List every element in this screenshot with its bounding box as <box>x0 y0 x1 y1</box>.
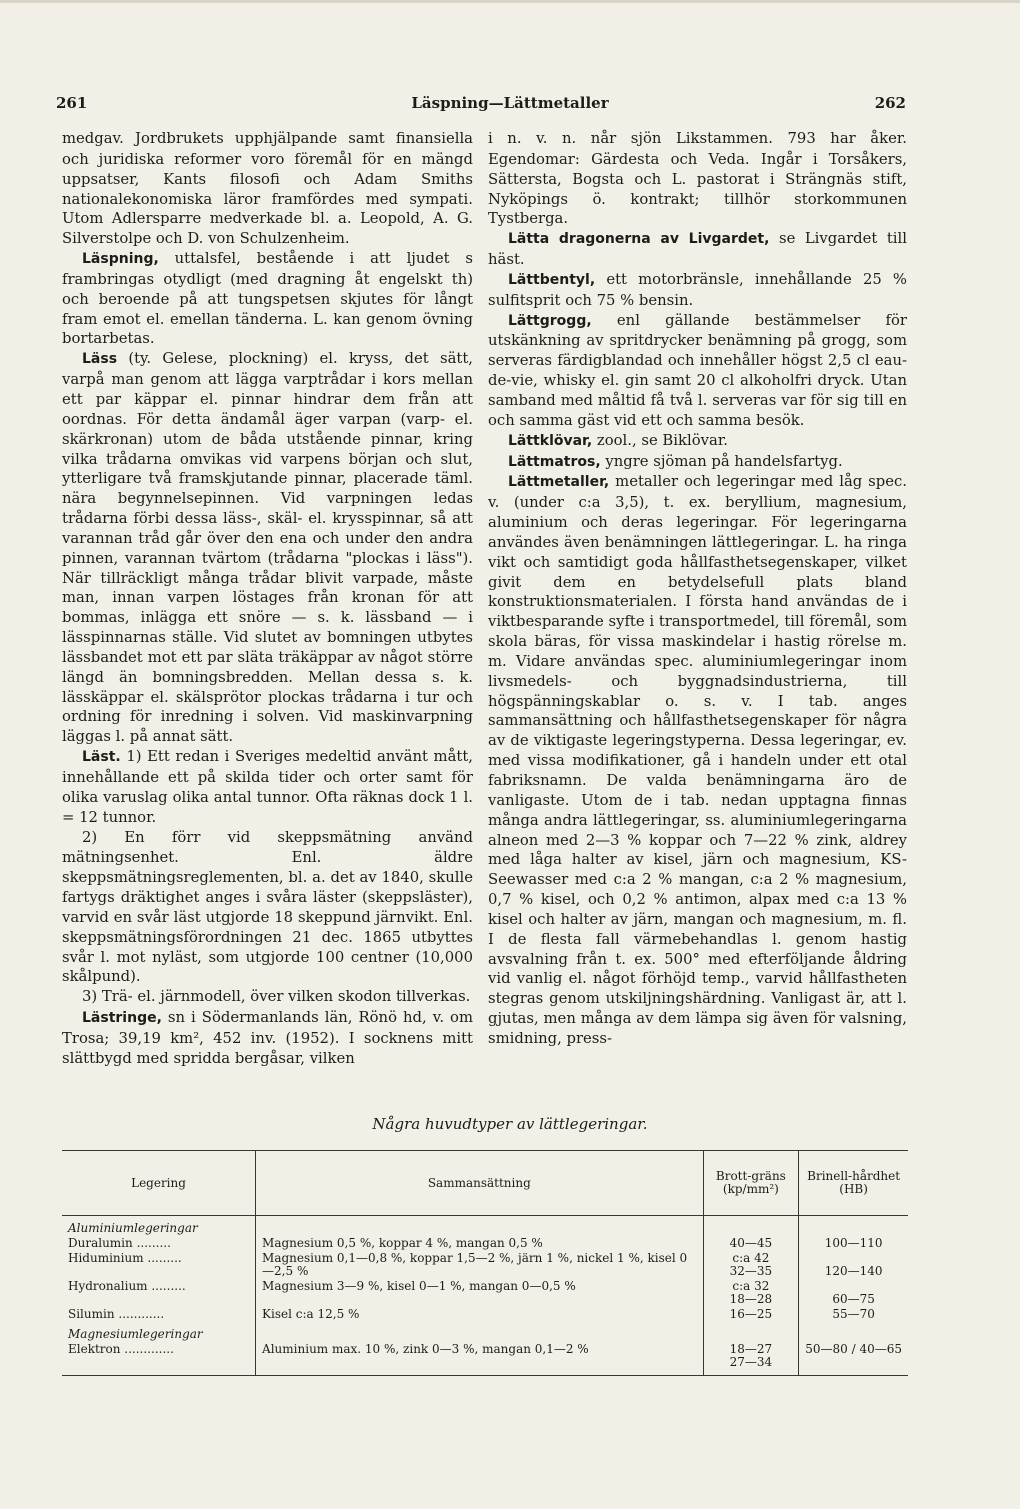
alloy-name: Duralumin ......... <box>68 1236 171 1250</box>
table-row <box>62 1307 908 1322</box>
alloy-composition: Aluminium max. 10 %, zink 0—3 %, mangan 0,1—2 % <box>256 1342 703 1376</box>
headword: Lättbentyl, <box>508 271 596 288</box>
entry-lass: Läss (ty. Gelese, plockning) el. kryss, det sätt, varpå man genom att lägga varptrådar i kors mellan ett par käppar el. pinnar hindrar dem från att oordnas. För detta ändamål äger varpan (varp- el. skärkronan) utom de båda utstående pinnar, kring vilka trådarna omvikas vid varpens början och slut, ytterligare två framskjutande pinnar, placerade täml. nära begynnelsepinnen. Vid varpningen ledas trådarna förbi dessa läss-, skäl- el. krysspinnar, så att varannan tråd går över den ena och under den andra pinnen, varannan tvärtom (trådarna "plockas i läss"). När tillräckligt många trådar blivit varpade, måste man, innan varpen löstages från kronan för att bommas, inlägga ett snöre — s. k. lässband — i lässpinnarnas ställe. Vid slutet av bomningen utbytes lässbandet mot ett par släta träkäppar av något större längd än bomningsbredden. Mellan dessa s. k. lässkäppar el. skälsprötor plockas trådarna i tur och ordning för inredning i solven. Vid maskinvarpning läggas l. på annat sätt. <box>62 350 473 746</box>
alloy-table <box>62 1150 908 1376</box>
alloy-name: Hydronalium ......... <box>68 1279 186 1293</box>
headword: Läst. <box>82 749 121 766</box>
alloy-name: Hiduminium ......... <box>68 1251 182 1265</box>
entry-laspning: Läspning, uttalsfel, bestående i att ljudet s frambringas otydligt (med dragning åt engelskt th) och beroende på att tungspetsen skjutes för långt fram emot el. emellan tänderna. L. kan genom övning bortarbetas. <box>62 250 473 348</box>
column-header-alloy: Legering <box>62 1151 256 1216</box>
group-label: Aluminiumlegeringar <box>68 1221 198 1235</box>
entry-lattklovar: Lättklövar, zool., se Biklövar. <box>508 431 728 449</box>
table-row <box>62 1236 908 1251</box>
entry-paragraph: medgav. Jordbrukets upphjälpande samt finansiella och juridiska reformer voro föremål för en mängd uppsatser, Kants filosofi och Adam Smiths nationalekonomiska läror framfördes med sympati. Utom Adlersparre medverkade bl. a. Leopold, A. G. Silverstolpe och D. von Schulzenheim. <box>62 130 473 248</box>
group-label: Magnesiumlegeringar <box>68 1327 203 1341</box>
headword: Lättmatros, <box>508 453 601 470</box>
entry-lattgrogg: Lättgrogg, enl gällande bestämmelser för utskänkning av spritdrycker benämning på grogg, som serveras färdigblandad och innehåller högst 2,5 cl eau-de-vie, whisky el. gin samt 20 cl alkoholfri dryck. Utan samband med måltid få två l. serveras var för sig till en och samma gäst vid ett och samma besök. <box>488 311 907 429</box>
headword: Lätta dragonerna av Livgardet, <box>508 231 770 248</box>
entry-paragraph: i n. v. n. når sjön Likstammen. 793 har åker. Egendomar: Gärdesta och Veda. Ingår i Torsåkers, Sättersta, Bogsta och L. pastorat i Strängnäs stift, Nyköpings ö. kontrakt; tillhör storkommunen Tystberga. <box>488 130 907 228</box>
headword: Läspning, <box>82 251 159 268</box>
entry-last: Läst. 1) Ett redan i Sveriges medeltid använt mått, innehållande ett på skilda tider och orter samt för olika varuslag olika antal tunnor. Ofta räknas dock 1 l. = 12 tunnor. <box>62 748 473 826</box>
column-header-hardness: Brinell-hårdhet (HB) <box>799 1151 908 1216</box>
alloy-strength: 16—25 <box>703 1307 799 1322</box>
entry-lattmetaller: Lättmetaller, metaller och legeringar med låg spec. v. (under c:a 3,5), t. ex. beryllium, magnesium, aluminium och deras legeringar. För legeringarna användes även benämningen lättlegeringar. L. ha ringa vikt och samtidigt goda hållfasthetsegenskaper, vilket givit dem en betydelsefull plats bland konstruktionsmaterialen. I första hand användas de i viktbesparande syfte i transportmedel, till föremål, som skola bäras, för vissa maskindelar i hastig rörelse m. m. Vidare användas spec. aluminiumlegeringar inom livsmedels- och byggnadsindustrierna, till högspänningskablar o. s. v. I tab. anges sammansättning och hållfasthetsegenskaper för några av de viktigaste legeringstyperna. Dessa legeringar, ev. med vissa modifikationer, gå i handeln under ett otal fabriksnamn. De valda benämningarna äro de vanligaste. Utom de i tab. nedan upptagna finnas många andra lättlegeringar, ss. aluminiumlegeringarna alneon med 2—3 % koppar och 7—22 % zink, aldrey med låga halter av kisel, järn och magnesium, KS-Seewasser med c:a 2 % mangan, c:a 2 % magnesium, 0,7 % kisel, och 0,2 % antimon, alpax med c:a 13 % kisel och halter av järn, mangan och magnesium, m. fl. I de flesta fall värmebehandlas l. genom hastig avsvalning från t. ex. 500° med efterföljande åldring vid vanlig el. något förhöjd temp., varvid hållfastheten stegras genom utskiljningshärdning. Vanligast är, att l. gjutas, men många av dem lämpa sig även för valsning, smidning, press- <box>488 473 907 1047</box>
alloy-composition: Magnesium 0,5 %, koppar 4 %, mangan 0,5 % <box>256 1236 703 1251</box>
column-header-composition: Sammansättning <box>256 1151 703 1216</box>
alloy-strength: c:a 32 18—28 <box>703 1279 799 1307</box>
right-page-number: 262 <box>874 94 906 112</box>
headword: Läss <box>82 351 118 368</box>
entry-paragraph: 3) Trä- el. järnmodell, över vilken skodon tillverkas. <box>82 988 471 1006</box>
table-caption: Några huvudtyper av lättlegeringar. <box>372 1115 648 1133</box>
left-page-number: 261 <box>56 94 88 112</box>
headword: Lästringe, <box>82 1010 162 1027</box>
alloy-composition: Magnesium 0,1—0,8 %, koppar 1,5—2 %, järn 1 %, nickel 1 %, kisel 0—2,5 % <box>256 1251 703 1279</box>
alloy-hardness: 100—110 <box>799 1236 908 1251</box>
alloy-hardness: 120—140 <box>799 1251 908 1279</box>
alloy-strength: 18—27 27—34 <box>703 1342 799 1376</box>
alloy-name: Silumin ............ <box>68 1307 165 1321</box>
headword: Lättgrogg, <box>508 312 592 329</box>
table-row <box>62 1279 908 1307</box>
entry-lastringe: Lästringe, sn i Södermanlands län, Rönö hd, v. om Trosa; 39,19 km², 452 inv. (1952). I socknens mitt slättbygd med spridda bergåsar, vilken <box>62 1009 473 1067</box>
headword: Lättklövar, <box>508 432 593 449</box>
column-header-strength: Brott-gräns (kp/mm²) <box>703 1151 799 1216</box>
alloy-hardness: 60—75 <box>799 1279 908 1307</box>
left-text-column <box>62 129 473 1069</box>
entry-lattbentyl: Lättbentyl, ett motorbränsle, innehållande 25 % sulfitsprit och 75 % bensin. <box>488 270 907 309</box>
headword: Lättmetaller, <box>508 474 610 491</box>
scan-edge <box>0 0 1020 3</box>
page-header-title: Läspning—Lättmetaller <box>411 94 609 112</box>
alloy-composition: Magnesium 3—9 %, kisel 0—1 %, mangan 0—0,5 % <box>256 1279 703 1307</box>
table-row <box>62 1251 908 1279</box>
entry-latta-dragonerna: Lätta dragonerna av Livgardet, se Livgardet till häst. <box>488 230 907 269</box>
alloy-strength: 40—45 <box>703 1236 799 1251</box>
alloy-composition: Kisel c:a 12,5 % <box>256 1307 703 1322</box>
entry-lattmatros: Lättmatros, yngre sjöman på handelsfartyg. <box>508 452 843 470</box>
entry-paragraph: 2) En förr vid skeppsmätning använd mätningsenhet. Enl. äldre skeppsmätningsreglementen, bl. a. det av 1840, skulle fartygs dräktighet anges i svåra läster (skeppsläster), varvid en svår läst utgjorde 18 skeppund järnvikt. Enl. skeppsmätningsförordningen 21 dec. 1865 utbyttes svår l. mot nyläst, som utgjorde 100 centner (10,000 skålpund). <box>62 828 473 986</box>
alloy-hardness: 55—70 <box>799 1307 908 1322</box>
alloy-strength: c:a 42 32—35 <box>703 1251 799 1279</box>
alloy-hardness: 50—80 / 40—65 <box>799 1342 908 1376</box>
table-row <box>62 1342 908 1376</box>
right-text-column <box>488 129 907 1049</box>
alloy-name: Elektron ............. <box>62 1342 256 1376</box>
